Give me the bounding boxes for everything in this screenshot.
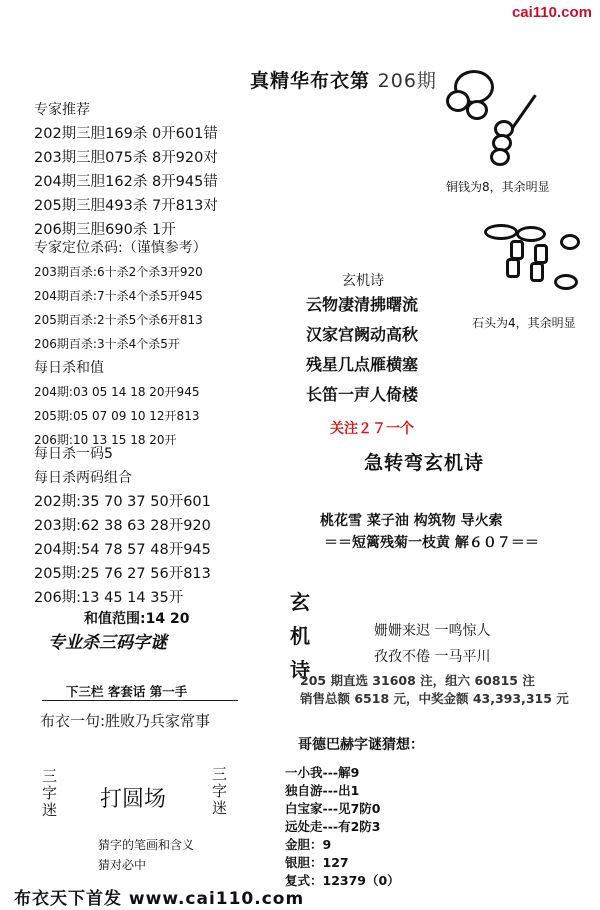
riddle-row: 金胆：9 (285, 837, 332, 852)
dingwei-row: 204期百杀:7十杀4个杀5开945 (34, 289, 203, 303)
riddle-row: 一小我---解9 (285, 765, 360, 780)
turn-title: 急转弯玄机诗 (364, 452, 485, 474)
liangma-row: 203期:62 38 63 28开920 (34, 518, 211, 534)
riddle-row: 白宝家---见7防0 (285, 801, 381, 816)
expert-row: 203期三胆075杀 8开920对 (34, 150, 218, 166)
turn-line1: 桃花雪 菜子油 构筑物 导火索 (320, 513, 503, 529)
dingwei-row: 206期百杀:3十杀4个杀5开 (34, 337, 180, 351)
riddle-row: 复式：12379（0） (285, 873, 400, 888)
dingwei-row: 205期百杀:2十杀5个杀6开813 (34, 313, 203, 327)
hezhi-section (34, 356, 199, 452)
expert-row: 204期三胆162杀 8开945错 (34, 174, 218, 190)
liangma-heading: 每日杀两码组合 (34, 470, 132, 486)
yima-line: 每日杀一码5 (34, 446, 113, 462)
dingwei-section (34, 236, 207, 356)
footer[interactable]: 布衣天下首发 www.cai110.com (14, 889, 305, 909)
hezhi-row: 204期:03 05 14 18 20开945 (34, 385, 200, 399)
xuanji-char: 诗 (290, 658, 310, 682)
riddle-row: 独自游---出1 (285, 783, 360, 798)
hezhi-row: 205期:05 07 09 10 12开813 (34, 409, 200, 423)
title-main: 真精华布衣第 (250, 70, 371, 92)
coin-icon (466, 100, 488, 120)
stone-icon (534, 244, 548, 264)
page-title (250, 66, 437, 93)
site-logo[interactable]: cai110.com (511, 4, 592, 21)
liangma-section (34, 466, 211, 610)
liangma-row: 205期:25 76 27 56开813 (34, 566, 211, 582)
stone-icon (530, 262, 544, 282)
riddle-heading: 哥德巴赫字谜猜想： (298, 737, 424, 753)
coin-pictogram (440, 60, 590, 180)
poem-heading: 玄机诗 (342, 273, 384, 289)
hezhi-row: 206期:10 13 15 18 20开 (34, 433, 177, 447)
stone-icon (560, 234, 580, 250)
divider (42, 700, 238, 701)
sanzimi-left: 三字迷 (42, 767, 58, 819)
liangma-row: 204期:54 78 57 48开945 (34, 542, 211, 558)
liangma-row: 202期:35 70 37 50开601 (34, 494, 211, 510)
caption-stone: 石头为4，其余明显 (472, 316, 576, 330)
sanzimi-note1: 猜字的笔画和含义 (98, 838, 195, 852)
riddle-row: 远处走---有2防3 (285, 819, 381, 834)
xuanji-char: 机 (290, 624, 310, 648)
sanzimi-center: 打圆场 (100, 787, 167, 812)
hezhi-heading: 每日杀和值 (34, 360, 104, 376)
expert-row: 202期三胆169杀 0开601错 (34, 126, 218, 142)
turn-line2: ＝＝短篱残菊一枝黄 解６０７＝＝ (324, 535, 539, 551)
coin-icon (490, 148, 510, 166)
expert-heading: 专家推荐 (34, 102, 90, 118)
xiasanlan: 下三栏 客套话 第一手 (66, 684, 188, 699)
expert-row: 205期三胆493杀 7开813对 (34, 198, 218, 214)
buyi-line: 布衣一句:胜败乃兵家常事 (40, 712, 211, 730)
poem-line: 汉家宫阙动高秋 (306, 325, 419, 344)
stone-icon (484, 224, 518, 240)
xuanji-line: 孜孜不倦 一马平川 (374, 649, 491, 665)
xuanji-char: 玄 (290, 590, 310, 614)
sanzimi-right: 三字迷 (212, 765, 228, 817)
zhuanye-title: 专业杀三码字谜 (48, 633, 167, 653)
stroke-line (511, 94, 536, 128)
stone-icon (506, 258, 520, 278)
stats-line1: 205 期直选 31608 注，组六 60815 注 (300, 673, 535, 688)
stats-line2: 销售总额 6518 元，中奖金额 43,393,315 元 (300, 691, 569, 706)
dingwei-row: 203期百杀:6十杀2个杀3开920 (34, 265, 203, 279)
stone-pictogram (480, 220, 590, 310)
turn-lines (320, 510, 539, 554)
riddle-list (285, 764, 400, 890)
poem-line: 云物凄清拂曙流 (306, 295, 419, 314)
title-issue: 206期 (377, 70, 437, 92)
xuanji-line: 姗姗来迟 一鸣惊人 (374, 623, 491, 639)
stone-icon (554, 274, 578, 290)
liangma-row: 206期:13 45 14 35开 (34, 590, 184, 606)
sum-range: 和值范围:14 20 (84, 611, 190, 627)
expert-section (34, 98, 218, 242)
poem-line: 残星几点雁横塞 (306, 355, 419, 374)
poem-line: 长笛一声人倚楼 (306, 385, 419, 404)
poem-lines (306, 290, 418, 410)
poem-note: 关注２７一个 (330, 421, 414, 437)
riddle-row: 银胆：127 (285, 855, 349, 870)
dingwei-heading: 专家定位杀码:（谨慎参考） (34, 240, 207, 256)
stone-icon (510, 240, 524, 260)
expert-row: 206期三胆690杀 1开 (34, 222, 176, 238)
sanzimi-note2: 猜对必中 (98, 858, 147, 872)
caption-coin: 铜钱为8，其余明显 (446, 180, 550, 194)
